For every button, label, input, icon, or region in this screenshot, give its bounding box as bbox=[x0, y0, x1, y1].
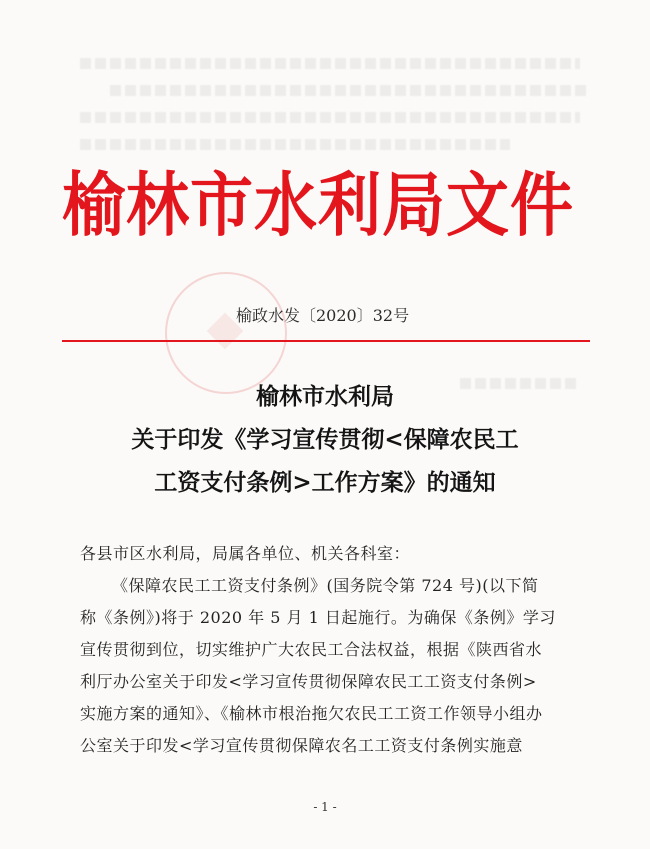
body-paragraph-line: 宣传贯彻到位，切实维护广大农民工合法权益，根据《陕西省水 bbox=[80, 640, 543, 659]
bleed-through-line bbox=[80, 58, 580, 69]
page-number: - 1 - bbox=[313, 800, 337, 814]
document-masthead: 榆林市水利局文件 bbox=[62, 165, 574, 246]
body-paragraph-line: 公室关于印发<学习宣传贯彻保障农名工工资支付条例实施意 bbox=[80, 736, 523, 755]
bleed-through-line bbox=[80, 139, 510, 150]
document-number: 榆政水发〔2020〕32号 bbox=[236, 306, 410, 325]
bleed-through-line bbox=[110, 85, 590, 96]
body-paragraph-line: 《保障农民工工资支付条例》(国务院令第 724 号)(以下简 bbox=[112, 576, 539, 595]
faint-seal-stamp bbox=[165, 272, 287, 394]
body-paragraph-line: 利厅办公室关于印发<学习宣传贯彻保障农民工工资支付条例> bbox=[80, 672, 537, 691]
body-paragraph-line: 称《条例》)将于 2020 年 5 月 1 日起施行。为确保《条例》学习 bbox=[80, 608, 556, 627]
notice-title-line-2: 关于印发《学习宣传贯彻<保障农民工 bbox=[131, 426, 519, 453]
notice-title-line-1: 榆林市水利局 bbox=[256, 383, 394, 410]
body-paragraph-line: 实施方案的通知》、《榆林市根治拖欠农民工工资工作领导小组办 bbox=[80, 704, 543, 723]
red-divider-rule bbox=[62, 340, 590, 342]
notice-title-line-3: 工资支付条例>工作方案》的通知 bbox=[154, 469, 496, 496]
salutation: 各县市区水利局，局属各单位、机关各科室： bbox=[80, 544, 411, 563]
bleed-through-line bbox=[80, 112, 580, 123]
